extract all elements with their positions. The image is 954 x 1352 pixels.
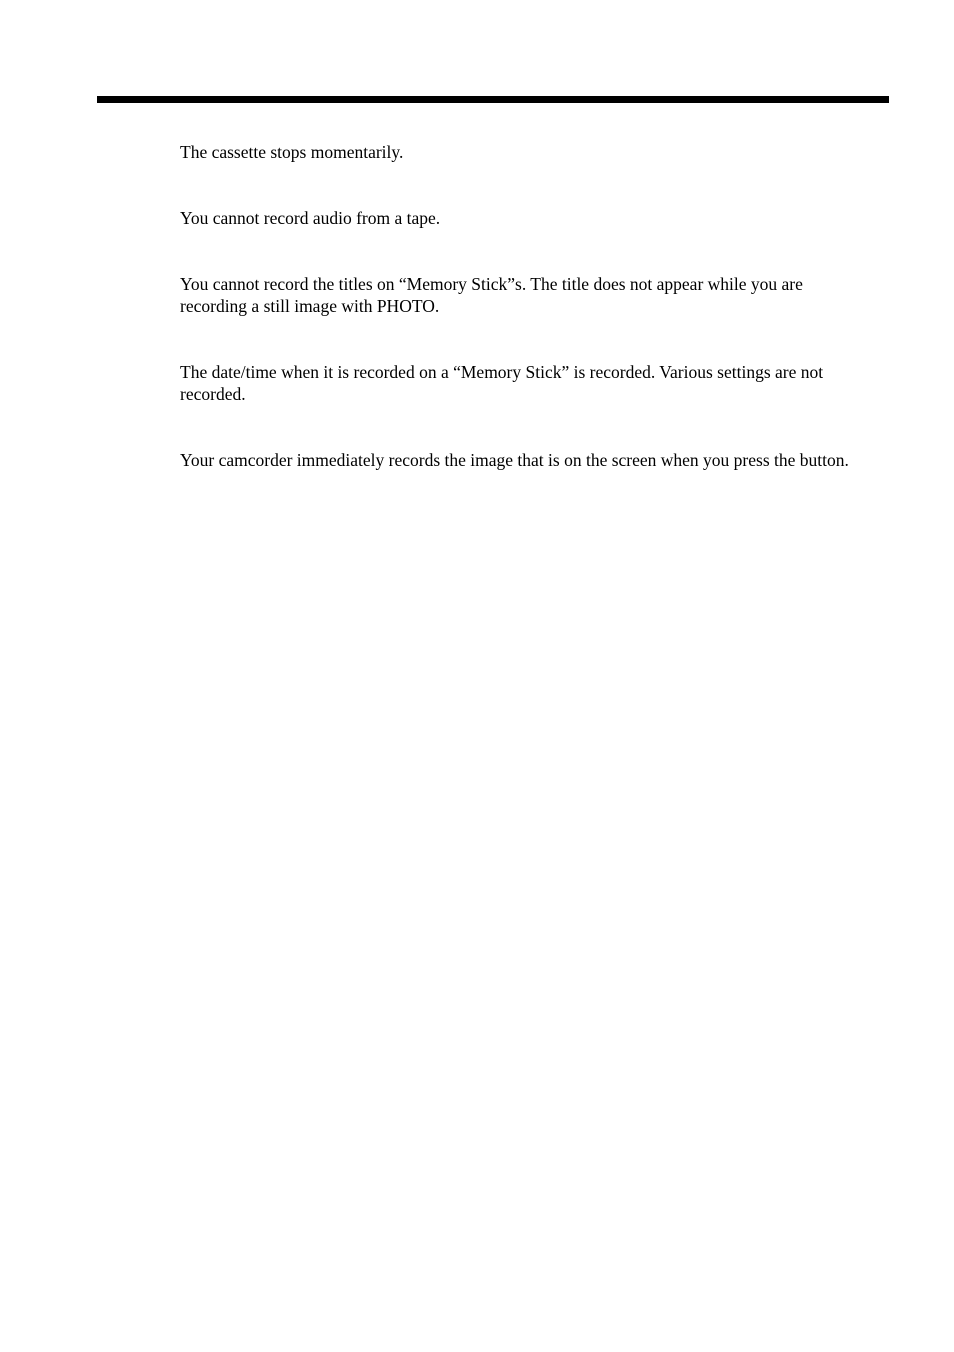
- paragraph-immediate-record: Your camcorder immediately records the image that is on the screen when you press the button.: [180, 450, 849, 470]
- paragraph-cassette-stops: The cassette stops momentarily.: [180, 142, 404, 162]
- header-rule: [97, 96, 889, 103]
- paragraph-date-time-recorded: The date/time when it is recorded on a “Memory Stick” is recorded. Various settings are not recorded.: [180, 362, 824, 404]
- paragraph-titles-not-recorded: You cannot record the titles on “Memory Stick”s. The title does not appear while you are recording a still image with PHOTO.: [180, 274, 803, 316]
- paragraph-no-audio-recording: You cannot record audio from a tape.: [180, 208, 441, 228]
